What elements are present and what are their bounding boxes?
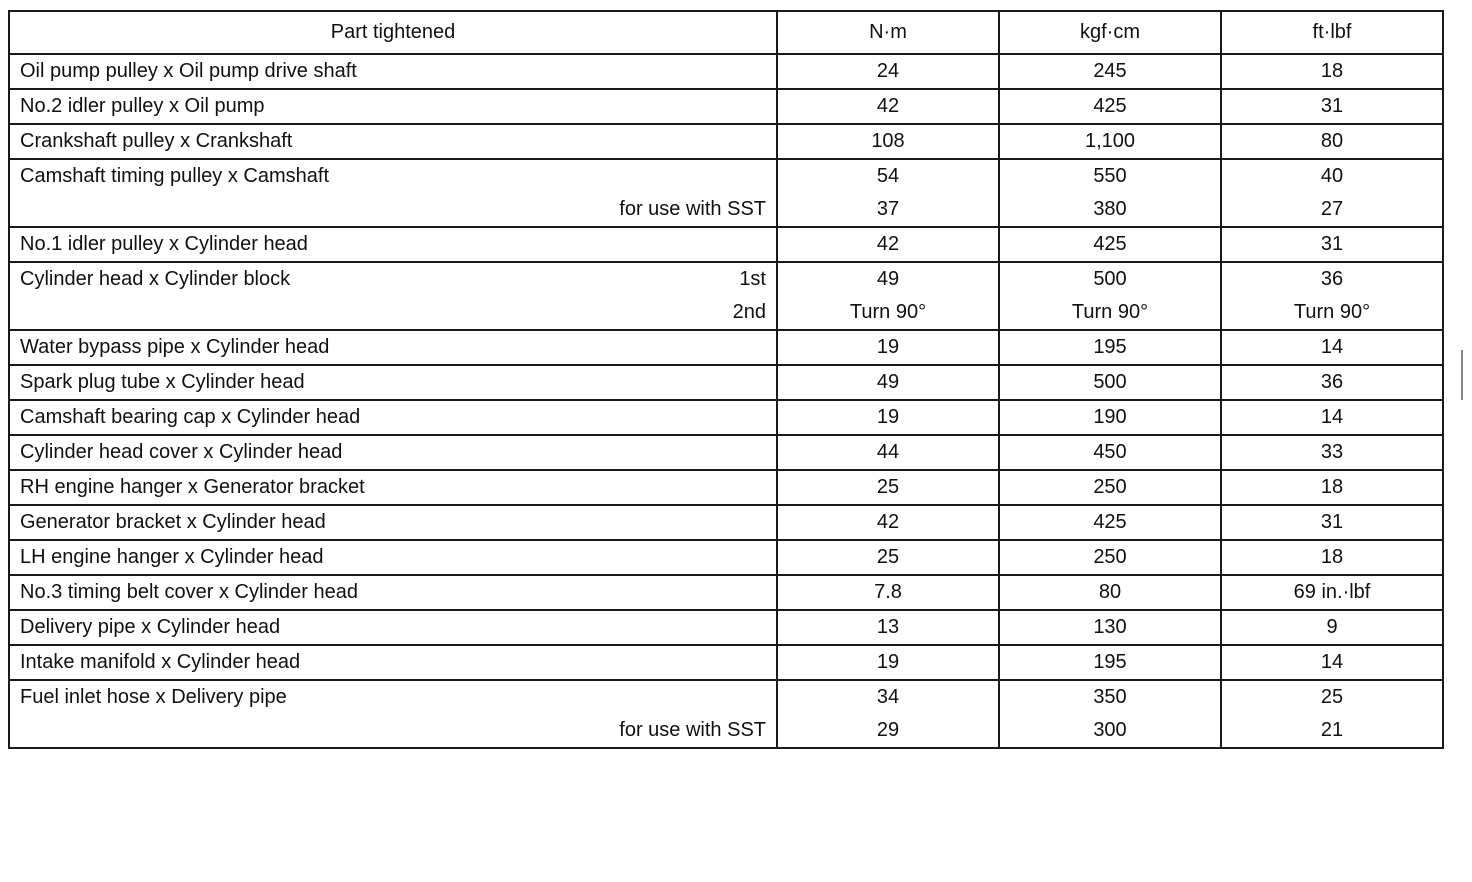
kgfcm-cell	[999, 330, 1221, 365]
ftlbf-cell	[1221, 435, 1443, 470]
nm-value: 49	[876, 268, 900, 290]
header-kgfcm: kgf·cm	[999, 11, 1221, 54]
part-cell	[9, 89, 777, 124]
part-label: No.3 timing belt cover x Cylinder head	[20, 581, 358, 603]
ftlbf-cell	[1221, 645, 1443, 680]
ftlbf-value: 40	[1320, 165, 1344, 187]
table-row	[9, 227, 1443, 262]
ftlbf-value: 14	[1320, 651, 1344, 673]
ftlbf-sub-value: 21	[1320, 719, 1344, 741]
kgfcm-value: 195	[1093, 651, 1127, 673]
ftlbf-value: 14	[1320, 336, 1344, 358]
ftlbf-value: 69 in.·lbf	[1293, 581, 1371, 603]
torque-spec-table	[8, 10, 1444, 749]
nm-value: 34	[876, 686, 900, 708]
kgfcm-value: 425	[1093, 511, 1127, 533]
header-part-tightened: Part tightened	[9, 11, 777, 54]
nm-value: 25	[876, 546, 900, 568]
part-cell	[9, 540, 777, 575]
nm-sub-value: 37	[876, 198, 900, 220]
ftlbf-cell	[1221, 330, 1443, 365]
part-cell	[9, 505, 777, 540]
kgfcm-cell	[999, 610, 1221, 645]
table-row	[9, 330, 1443, 365]
nm-value: 19	[876, 651, 900, 673]
part-label: Camshaft bearing cap x Cylinder head	[20, 406, 361, 428]
ftlbf-cell	[1221, 227, 1443, 262]
ftlbf-value: 31	[1320, 95, 1344, 117]
kgfcm-cell	[999, 680, 1221, 748]
ftlbf-sub-value: 27	[1320, 198, 1344, 220]
ftlbf-cell	[1221, 610, 1443, 645]
table-row	[9, 262, 1443, 330]
kgfcm-value: 250	[1093, 546, 1127, 568]
nm-cell	[777, 330, 999, 365]
step-label: 1st	[739, 268, 766, 290]
kgfcm-value: 80	[1098, 581, 1122, 603]
ftlbf-value: 31	[1320, 233, 1344, 255]
table-header-row	[9, 11, 1443, 54]
kgfcm-sub-value: 380	[1093, 198, 1127, 220]
nm-cell	[777, 470, 999, 505]
table-row	[9, 159, 1443, 227]
header-nm: N·m	[777, 11, 999, 54]
nm-value: 108	[871, 130, 905, 152]
nm-cell	[777, 645, 999, 680]
part-cell	[9, 159, 777, 227]
table-row	[9, 470, 1443, 505]
kgfcm-value: 500	[1093, 371, 1127, 393]
kgfcm-cell	[999, 470, 1221, 505]
part-label: LH engine hanger x Cylinder head	[20, 546, 324, 568]
kgfcm-cell	[999, 645, 1221, 680]
nm-cell	[777, 540, 999, 575]
kgfcm-cell	[999, 89, 1221, 124]
kgfcm-cell	[999, 505, 1221, 540]
header-ftlbf: ft·lbf	[1221, 11, 1443, 54]
ftlbf-value: 33	[1320, 441, 1344, 463]
part-cell	[9, 227, 777, 262]
kgfcm-value: 500	[1093, 268, 1127, 290]
kgfcm-cell	[999, 575, 1221, 610]
ftlbf-cell	[1221, 159, 1443, 227]
ftlbf-cell	[1221, 540, 1443, 575]
part-cell	[9, 330, 777, 365]
nm-cell	[777, 227, 999, 262]
table-row	[9, 54, 1443, 89]
ftlbf-cell	[1221, 124, 1443, 159]
kgfcm-value: 550	[1093, 165, 1127, 187]
ftlbf-cell	[1221, 505, 1443, 540]
table-row	[9, 610, 1443, 645]
kgfcm-sub-value: 300	[1093, 719, 1127, 741]
part-label: Delivery pipe x Cylinder head	[20, 616, 281, 638]
ftlbf-value: 25	[1320, 686, 1344, 708]
ftlbf-cell	[1221, 575, 1443, 610]
nm-sub-value: 29	[876, 719, 900, 741]
table-row	[9, 645, 1443, 680]
part-cell	[9, 54, 777, 89]
nm-value: 44	[876, 441, 900, 463]
table-row	[9, 365, 1443, 400]
part-sub-label: for use with SST	[619, 719, 766, 741]
part-cell	[9, 124, 777, 159]
kgfcm-cell	[999, 262, 1221, 330]
ftlbf-sub-value: Turn 90°	[1293, 301, 1371, 323]
ftlbf-cell	[1221, 89, 1443, 124]
nm-value: 54	[876, 165, 900, 187]
nm-cell	[777, 400, 999, 435]
part-label: Water bypass pipe x Cylinder head	[20, 336, 330, 358]
nm-cell	[777, 365, 999, 400]
kgfcm-value: 350	[1093, 686, 1127, 708]
table-row	[9, 124, 1443, 159]
nm-value: 24	[876, 60, 900, 82]
kgfcm-value: 425	[1093, 95, 1127, 117]
nm-value: 42	[876, 233, 900, 255]
kgfcm-cell	[999, 400, 1221, 435]
part-cell	[9, 680, 777, 748]
part-cell	[9, 575, 777, 610]
nm-cell	[777, 680, 999, 748]
nm-sub-value: Turn 90°	[849, 301, 927, 323]
nm-cell	[777, 159, 999, 227]
kgfcm-value: 450	[1093, 441, 1127, 463]
ftlbf-value: 14	[1320, 406, 1344, 428]
part-label: RH engine hanger x Generator bracket	[20, 476, 365, 498]
kgfcm-value: 130	[1093, 616, 1127, 638]
kgfcm-cell	[999, 435, 1221, 470]
nm-cell	[777, 610, 999, 645]
part-label: Crankshaft pulley x Crankshaft	[20, 130, 293, 152]
part-label: No.1 idler pulley x Cylinder head	[20, 233, 308, 255]
nm-value: 49	[876, 371, 900, 393]
part-sub-label: for use with SST	[619, 198, 766, 220]
kgfcm-cell	[999, 227, 1221, 262]
kgfcm-value: 425	[1093, 233, 1127, 255]
part-cell	[9, 610, 777, 645]
nm-cell	[777, 505, 999, 540]
margin-scan-mark	[1461, 350, 1463, 400]
kgfcm-cell	[999, 54, 1221, 89]
ftlbf-cell	[1221, 470, 1443, 505]
part-label: Generator bracket x Cylinder head	[20, 511, 326, 533]
kgfcm-cell	[999, 159, 1221, 227]
part-label: Camshaft timing pulley x Camshaft	[20, 165, 330, 187]
step-sub-label: 2nd	[732, 301, 766, 323]
part-cell	[9, 645, 777, 680]
part-label: Fuel inlet hose x Delivery pipe	[20, 686, 287, 708]
nm-value: 42	[876, 95, 900, 117]
ftlbf-value: 31	[1320, 511, 1344, 533]
part-label: Oil pump pulley x Oil pump drive shaft	[20, 60, 357, 82]
ftlbf-value: 18	[1320, 546, 1344, 568]
part-label: Intake manifold x Cylinder head	[20, 651, 301, 673]
ftlbf-value: 80	[1320, 130, 1344, 152]
ftlbf-cell	[1221, 400, 1443, 435]
nm-cell	[777, 89, 999, 124]
nm-cell	[777, 262, 999, 330]
nm-cell	[777, 124, 999, 159]
kgfcm-cell	[999, 124, 1221, 159]
table-row	[9, 680, 1443, 748]
table-row	[9, 400, 1443, 435]
kgfcm-value: 1,100	[1084, 130, 1136, 152]
ftlbf-value: 18	[1320, 60, 1344, 82]
nm-value: 25	[876, 476, 900, 498]
nm-value: 7.8	[874, 581, 902, 603]
kgfcm-cell	[999, 540, 1221, 575]
kgfcm-value: 195	[1093, 336, 1127, 358]
nm-cell	[777, 435, 999, 470]
part-cell	[9, 262, 777, 330]
nm-value: 19	[876, 336, 900, 358]
table-row	[9, 89, 1443, 124]
nm-value: 19	[876, 406, 900, 428]
part-label: Spark plug tube x Cylinder head	[20, 371, 305, 393]
part-cell	[9, 365, 777, 400]
table-row	[9, 540, 1443, 575]
kgfcm-cell	[999, 365, 1221, 400]
ftlbf-value: 18	[1320, 476, 1344, 498]
part-cell	[9, 400, 777, 435]
table-row	[9, 505, 1443, 540]
ftlbf-cell	[1221, 262, 1443, 330]
kgfcm-value: 250	[1093, 476, 1127, 498]
part-label: Cylinder head x Cylinder block	[20, 268, 291, 290]
table-row	[9, 575, 1443, 610]
kgfcm-sub-value: Turn 90°	[1071, 301, 1149, 323]
nm-cell	[777, 575, 999, 610]
nm-value: 13	[876, 616, 900, 638]
ftlbf-value: 9	[1326, 616, 1338, 638]
nm-value: 42	[876, 511, 900, 533]
table-row	[9, 435, 1443, 470]
nm-cell	[777, 54, 999, 89]
ftlbf-value: 36	[1320, 371, 1344, 393]
part-label: Cylinder head cover x Cylinder head	[20, 441, 343, 463]
ftlbf-value: 36	[1320, 268, 1344, 290]
part-cell	[9, 435, 777, 470]
part-cell	[9, 470, 777, 505]
kgfcm-value: 190	[1093, 406, 1127, 428]
kgfcm-value: 245	[1093, 60, 1127, 82]
ftlbf-cell	[1221, 365, 1443, 400]
part-label: No.2 idler pulley x Oil pump	[20, 95, 265, 117]
ftlbf-cell	[1221, 54, 1443, 89]
ftlbf-cell	[1221, 680, 1443, 748]
